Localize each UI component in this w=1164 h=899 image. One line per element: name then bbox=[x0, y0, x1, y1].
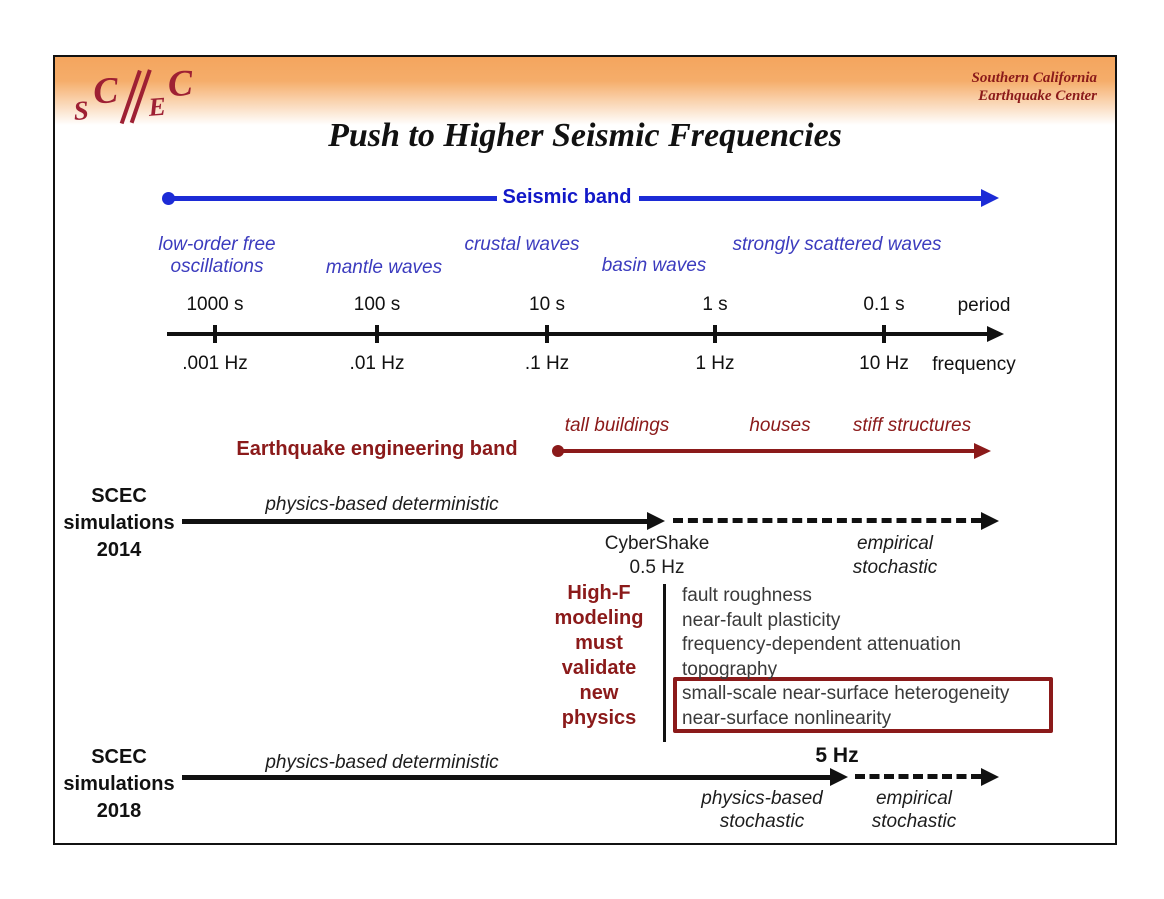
axis-tick bbox=[713, 325, 717, 343]
highf-divider bbox=[663, 584, 666, 742]
period-tick-100s: 100 s bbox=[353, 294, 401, 315]
highf-item-heterogeneity: small-scale near-surface heterogeneity bbox=[682, 683, 1010, 705]
sim2014-milestone-line1: CyberShake bbox=[604, 533, 710, 554]
engineering-band-label: Earthquake engineering band bbox=[236, 438, 518, 460]
wave-label-low-order-line2: oscillations bbox=[170, 256, 264, 277]
highf-item-freq-attenuation: frequency-dependent attenuation bbox=[682, 634, 961, 656]
logo-letter-c2: C bbox=[166, 62, 195, 106]
wave-label-crustal: crustal waves bbox=[464, 234, 580, 255]
sim2014-solid-arrowhead-icon bbox=[647, 512, 665, 530]
axis-tick bbox=[375, 325, 379, 343]
seismic-band-label: Seismic band bbox=[502, 186, 632, 208]
sim2014-label-line3: 2014 bbox=[96, 539, 142, 561]
highf-item-near-fault-plasticity: near-fault plasticity bbox=[682, 609, 841, 631]
wave-label-basin: basin waves bbox=[601, 255, 707, 276]
target-frequency-label: 5 Hz bbox=[815, 744, 859, 767]
logo-letter-s: S bbox=[72, 95, 90, 127]
sim2018-label-line1: SCEC bbox=[91, 746, 147, 768]
sim2018-label bbox=[63, 744, 174, 825]
sim2018-empirical-line2: stochastic bbox=[871, 811, 957, 832]
period-tick-10s: 10 s bbox=[529, 294, 565, 315]
highf-item-nonlinearity: near-surface nonlinearity bbox=[682, 707, 892, 729]
sim2014-stochastic-line2: stochastic bbox=[852, 557, 938, 578]
org-name-line1: Southern California bbox=[971, 70, 1097, 86]
period-tick-1000s: 1000 s bbox=[186, 294, 244, 315]
sim2014-milestone-line2: 0.5 Hz bbox=[629, 557, 685, 578]
wave-label-mantle: mantle waves bbox=[325, 257, 443, 278]
slide-title: Push to Higher Seismic Frequencies bbox=[328, 117, 842, 154]
highf-line2: modeling bbox=[554, 607, 644, 629]
sim2018-physics-stochastic-line1: physics-based bbox=[701, 788, 823, 809]
frequency-axis-line bbox=[167, 332, 989, 336]
org-name bbox=[972, 69, 1097, 105]
wave-label-low-order-line1: low-order free bbox=[158, 234, 276, 255]
highf-line3: must bbox=[575, 632, 623, 654]
seismic-band-arrowhead-icon bbox=[981, 189, 999, 207]
sim2014-stochastic-line1: empirical bbox=[856, 533, 934, 554]
period-tick-01s: 0.1 s bbox=[863, 294, 905, 315]
sim2018-solid-arrowhead-icon bbox=[830, 768, 848, 786]
logo-letter-e: E bbox=[147, 91, 167, 122]
logo-letter-c1: C bbox=[91, 69, 120, 113]
sim2018-label-line3: 2018 bbox=[96, 800, 142, 822]
freq-tick-1hz: 1 Hz bbox=[695, 353, 735, 374]
engineering-band-arrowhead-icon bbox=[974, 443, 991, 459]
freq-tick-001hz: .001 Hz bbox=[182, 353, 248, 374]
frequency-axis-label: frequency bbox=[932, 354, 1016, 375]
freq-tick-01hz: .01 Hz bbox=[349, 353, 405, 374]
sim2014-solid-label: physics-based deterministic bbox=[265, 494, 499, 515]
axis-tick bbox=[882, 325, 886, 343]
sim2014-label-line2: simulations bbox=[63, 512, 175, 534]
highf-line1: High-F bbox=[567, 582, 631, 604]
wave-label-scattered: strongly scattered waves bbox=[732, 234, 942, 255]
highf-item-fault-roughness: fault roughness bbox=[682, 585, 812, 606]
org-name-line2: Earthquake Center bbox=[978, 88, 1097, 104]
sim2018-physics-stochastic-line2: stochastic bbox=[719, 811, 805, 832]
sim2018-label-line2: simulations bbox=[63, 773, 175, 795]
seismic-band-line-right bbox=[639, 196, 983, 201]
axis-tick bbox=[213, 325, 217, 343]
highf-physics-list bbox=[682, 584, 1009, 732]
period-tick-1s: 1 s bbox=[702, 294, 728, 315]
sim2014-dashed-arrowhead-icon bbox=[981, 512, 999, 530]
sim2014-dashed-line bbox=[673, 518, 981, 523]
highf-line4: validate bbox=[561, 657, 637, 679]
sim2018-dashed-arrowhead-icon bbox=[981, 768, 999, 786]
structure-label-houses: houses bbox=[749, 415, 811, 436]
highf-statement bbox=[555, 581, 644, 731]
sim2018-solid-label: physics-based deterministic bbox=[265, 752, 499, 773]
seismic-band-line-left bbox=[169, 196, 497, 201]
engineering-band-line bbox=[558, 449, 974, 453]
slide bbox=[53, 55, 1117, 845]
frequency-axis-arrowhead-icon bbox=[987, 326, 1004, 342]
sim2014-label-line1: SCEC bbox=[91, 485, 147, 507]
highf-line6: physics bbox=[561, 707, 637, 729]
highf-line5: new bbox=[579, 682, 619, 704]
structure-label-stiff-structures: stiff structures bbox=[852, 415, 972, 436]
sim2018-dashed-line bbox=[855, 774, 981, 779]
sim2018-solid-line bbox=[182, 775, 832, 780]
sim2014-solid-line bbox=[182, 519, 649, 524]
sim2014-label bbox=[63, 483, 174, 564]
structure-label-tall-buildings: tall buildings bbox=[564, 415, 670, 436]
freq-tick-1hz-dec: .1 Hz bbox=[524, 353, 570, 374]
freq-tick-10hz: 10 Hz bbox=[859, 353, 909, 374]
sim2018-empirical-line1: empirical bbox=[875, 788, 953, 809]
axis-tick bbox=[545, 325, 549, 343]
highf-item-topography: topography bbox=[682, 658, 778, 680]
period-axis-label: period bbox=[957, 295, 1011, 316]
